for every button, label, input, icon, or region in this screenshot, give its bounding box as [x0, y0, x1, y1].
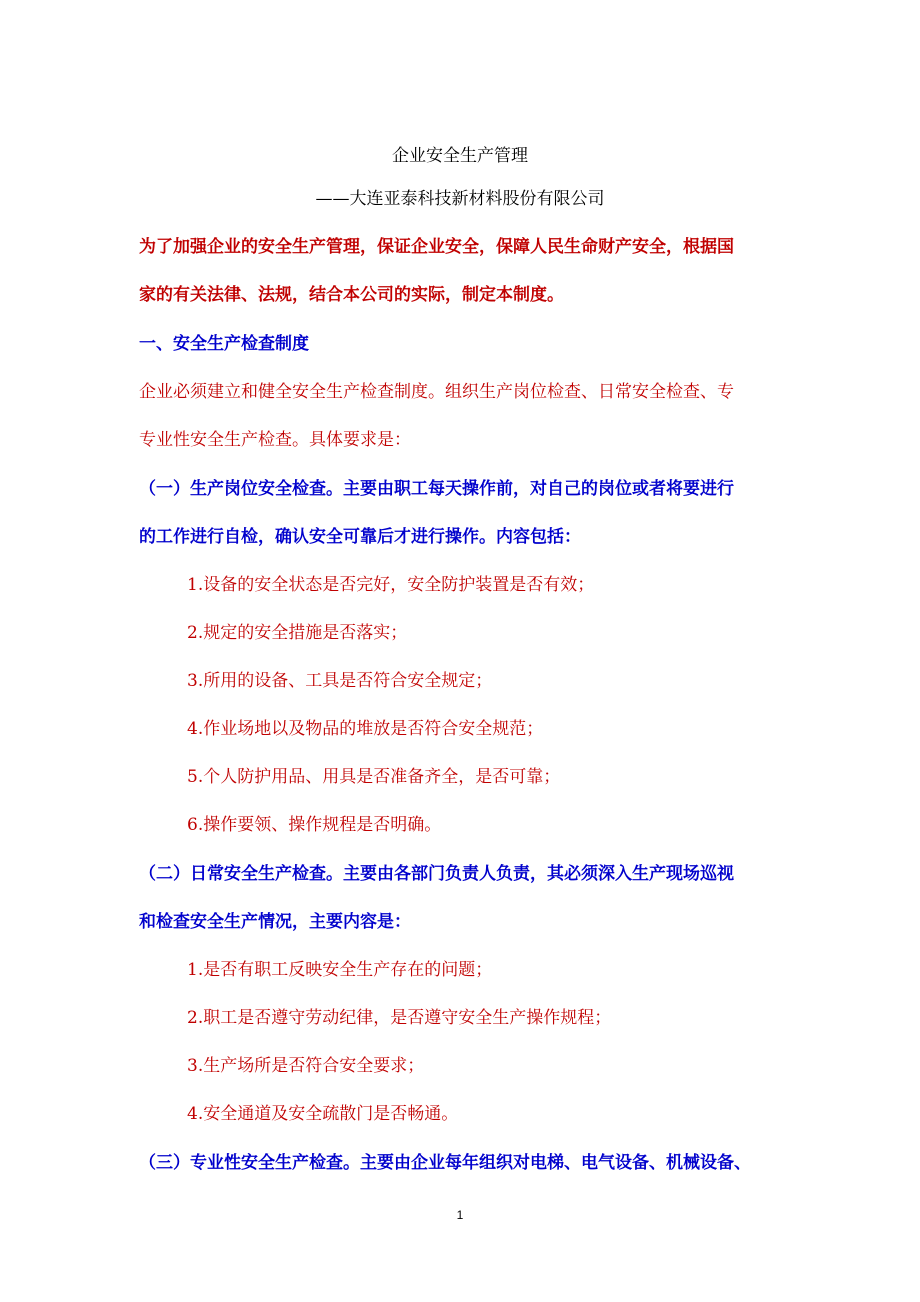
subsection-3-heading-line-1: （三）专业性安全生产检查。主要由企业每年组织对电梯、电气设备、机械设备、	[139, 1153, 751, 1173]
page-number: 1	[456, 1208, 464, 1222]
document-title: 企业安全生产管理	[392, 146, 528, 166]
subsection-1-heading-line-2: 的工作进行自检，确认安全可靠后才进行操作。内容包括：	[139, 527, 581, 547]
subsection-1-item: 2.规定的安全措施是否落实；	[187, 623, 408, 643]
subsection-1-item: 6.操作要领、操作规程是否明确。	[187, 815, 442, 835]
subsection-2-item: 2.职工是否遵守劳动纪律，是否遵守安全生产操作规程；	[187, 1008, 612, 1028]
subsection-2-item: 4.安全通道及安全疏散门是否畅通。	[187, 1104, 459, 1124]
section-1-body-line-1: 企业必须建立和健全安全生产检查制度。组织生产岗位检查、日常安全检查、专	[139, 382, 734, 402]
subsection-1-item: 1.设备的安全状态是否完好，安全防护装置是否有效；	[187, 575, 595, 595]
section-1-heading: 一、安全生产检查制度	[139, 334, 309, 354]
subsection-2-item: 1.是否有职工反映安全生产存在的问题；	[187, 960, 493, 980]
intro-line-1: 为了加强企业的安全生产管理，保证企业安全，保障人民生命财产安全，根据国	[139, 237, 734, 257]
subsection-1-item: 5.个人防护用品、用具是否准备齐全，是否可靠；	[187, 767, 561, 787]
document-subtitle: ——大连亚泰科技新材料股份有限公司	[315, 189, 605, 209]
subsection-2-item: 3.生产场所是否符合安全要求；	[187, 1056, 425, 1076]
subsection-2-heading-line-2: 和检查安全生产情况，主要内容是：	[139, 912, 411, 932]
subsection-1-heading-line-1: （一）生产岗位安全检查。主要由职工每天操作前，对自己的岗位或者将要进行	[139, 479, 734, 499]
subsection-1-item: 4.作业场地以及物品的堆放是否符合安全规范；	[187, 719, 544, 739]
intro-line-2: 家的有关法律、法规，结合本公司的实际，制定本制度。	[139, 285, 564, 305]
section-1-body-line-2: 专业性安全生产检查。具体要求是：	[139, 430, 411, 450]
subsection-2-heading-line-1: （二）日常安全生产检查。主要由各部门负责人负责，其必须深入生产现场巡视	[139, 864, 734, 884]
subsection-1-item: 3.所用的设备、工具是否符合安全规定；	[187, 671, 493, 691]
